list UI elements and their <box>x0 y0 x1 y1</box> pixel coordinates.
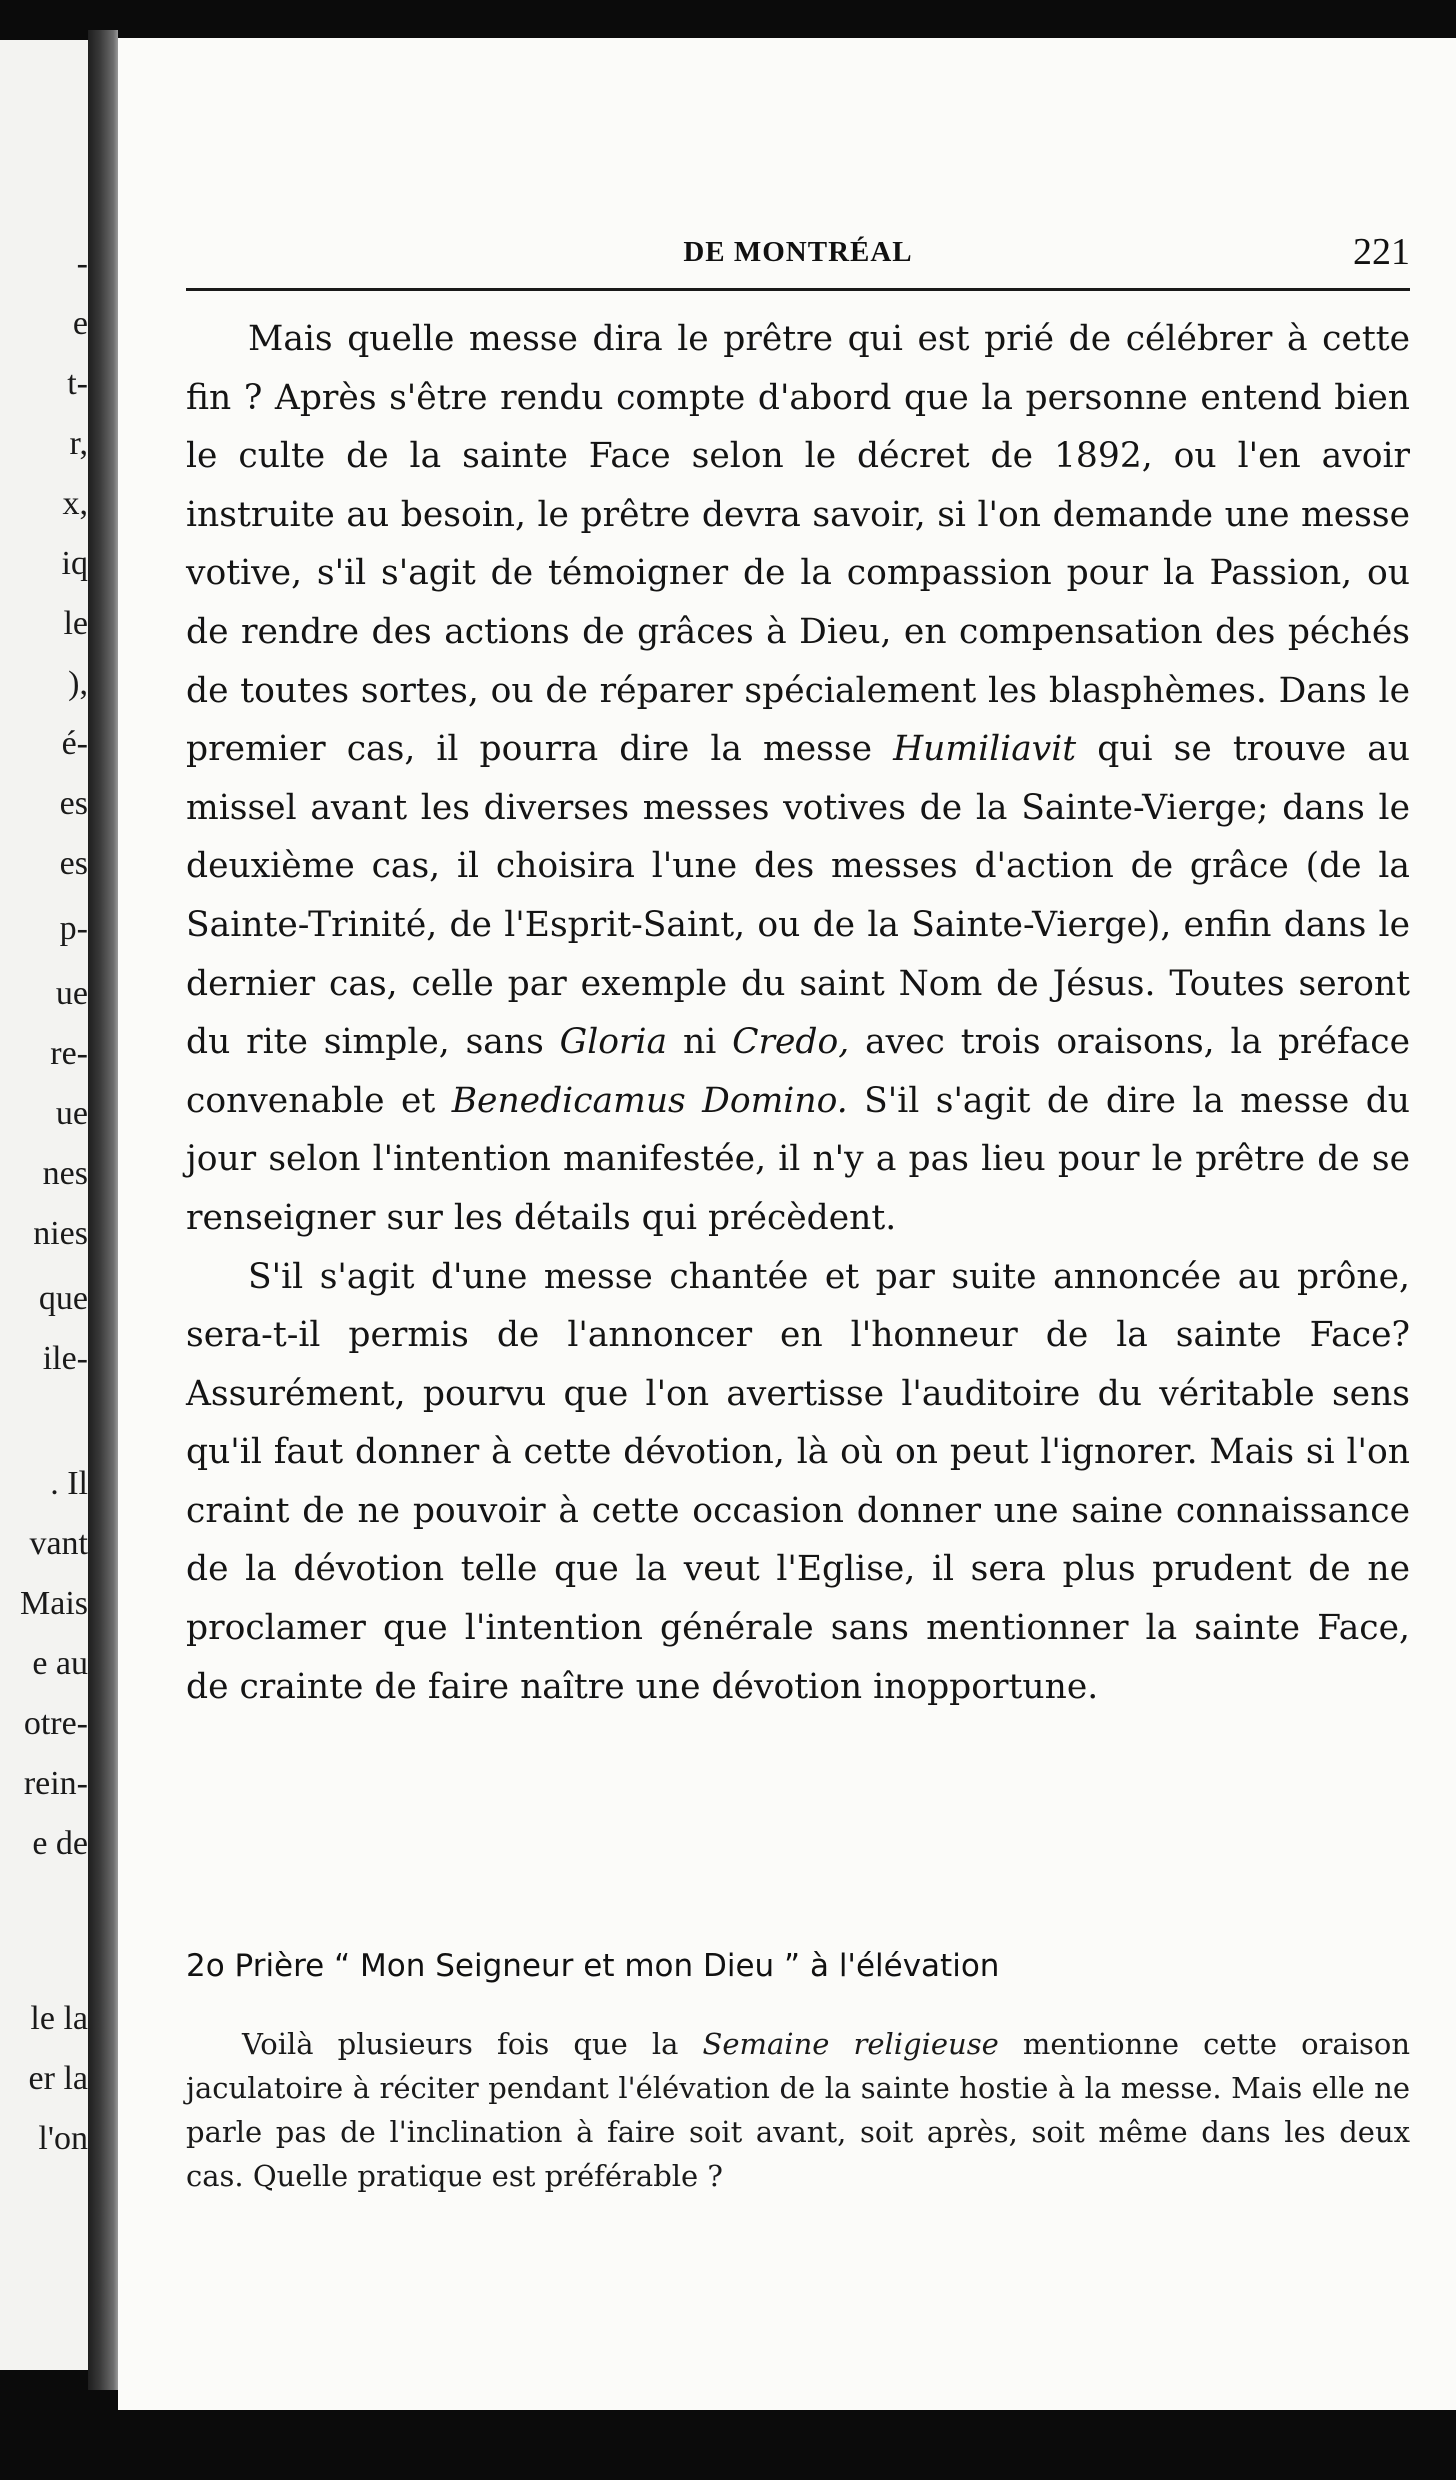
paragraph-1-text-b: qui se trouve au missel avant les diverses messes votives de la Sainte-Vierge; dans le deuxième cas, il choisira l'une des messes d'action de grâce (de la Sainte-Trinité, de l'Esprit-Saint, ou de la Sainte-Vierge), enfin dans le dernier cas, celle par exemple du saint Nom de Jésus. Toutes seront du rite simple, sans <box>186 729 1411 1063</box>
paragraph-1-text-c: ni <box>667 1022 733 1063</box>
left-page-fragment: nies <box>33 1215 88 1252</box>
left-page-fragment: iq <box>61 545 88 582</box>
scan-bottom-edge <box>0 2410 1456 2480</box>
left-page-fragment: vant <box>29 1525 88 1562</box>
book-gutter <box>88 30 118 2390</box>
paragraph-1-text-e: S'il s'agit de dire la messe du jour selon l'intention manifestée, il n'y a pas lieu pour le prêtre de se renseigner sur les détails qui précèdent. <box>186 1080 1410 1238</box>
paragraph-1-text-d: avec trois oraisons, la préface convenable et <box>186 1022 1411 1121</box>
left-page-fragment: e <box>72 305 88 342</box>
left-page-fragment: le <box>63 605 88 642</box>
left-page-fragment: es <box>59 845 88 882</box>
section-text <box>186 2022 1410 2198</box>
left-facing-page <box>0 40 88 2370</box>
left-page-fragment: l'on <box>38 2120 88 2157</box>
paragraph-1-italic-humiliavit: Humiliavit <box>893 729 1077 770</box>
left-page-fragment: ue <box>55 975 88 1012</box>
running-header <box>186 216 1410 291</box>
left-page-fragment: er la <box>28 2060 88 2097</box>
left-page-fragment: . Il <box>50 1465 88 1502</box>
left-page-fragment: le la <box>30 2000 88 2037</box>
left-page-fragment: rein- <box>23 1765 88 1802</box>
right-page <box>118 38 1456 2410</box>
section-paragraph-text-b: mentionne cette oraison jaculatoire à réciter pendant l'élévation de la sainte hostie à la messe. Mais elle ne parle pas de l'inclination à faire soit avant, soit après, soit même dans les deux cas. Quelle pratique est préférable ? <box>186 2027 1410 2193</box>
paragraph-2: S'il s'agit d'une messe chantée et par suite annoncée au prône, sera-t-il permis de l'annoncer en l'honneur de la sainte Face? Assurément, pourvu que l'on avertisse l'auditoire du véritable sens qu'il faut donner à cette dévotion, là où on peut l'ignorer. Mais si l'on craint de ne pouvoir à cette occasion donner une saine connaissance de la dévotion telle que la veut l'Eglise, il sera plus prudent de ne proclamer que l'intention générale sans mentionner la sainte Face, de crainte de faire naître une dévotion inopportune. <box>186 1256 1410 1707</box>
section-paragraph-italic-semaine: Semaine religieuse <box>702 2027 999 2061</box>
left-page-fragment: que <box>38 1280 88 1317</box>
left-page-fragment: ile- <box>42 1340 88 1377</box>
left-page-fragment: ue <box>55 1095 88 1132</box>
left-page-fragment: otre- <box>23 1705 88 1742</box>
section-heading: 2o Prière “ Mon Seigneur et mon Dieu ” à l'élévation <box>186 1948 1000 1984</box>
left-page-fragment: ), <box>68 665 88 702</box>
left-page-fragment: x, <box>62 485 88 522</box>
left-page-fragment: Mais <box>20 1585 88 1622</box>
running-title: DE MONTRÉAL <box>683 236 913 268</box>
left-page-fragment: re- <box>50 1035 88 1072</box>
left-page-fragment: e de <box>32 1825 88 1862</box>
left-page-fragment: nes <box>42 1155 88 1192</box>
left-page-fragment: p- <box>59 910 88 947</box>
left-page-fragment: e au <box>32 1645 88 1682</box>
paragraph-1-italic-gloria: Gloria <box>559 1022 668 1063</box>
left-page-fragment: r, <box>69 425 88 462</box>
paragraph-1-text-a: Mais quelle messe dira le prêtre qui est prié de célébrer à cette fin ? Après s'être rendu compte d'abord que la personne entend bien le culte de la sainte Face selon le décret de 1892, ou l'en avoir instruite au besoin, le prêtre devra savoir, si l'on demande une messe votive, s'il s'agit de témoigner de la compassion pour la Passion, ou de rendre des actions de grâces à Dieu, en compensation des péchés de toutes sortes, ou de réparer spécialement les blasphèmes. Dans le premier cas, il pourra dire la messe <box>186 319 1410 770</box>
left-page-fragment: t- <box>67 365 88 402</box>
section-paragraph-text-a: Voilà plusieurs fois que la <box>242 2027 703 2061</box>
body-text <box>186 310 1410 1716</box>
paragraph-1-italic-credo: Credo, <box>732 1022 850 1063</box>
left-page-fragment: - <box>76 245 88 282</box>
page-number: 221 <box>1353 231 1410 273</box>
paragraph-1-italic-benedicamus: Benedicamus Domino. <box>451 1080 848 1121</box>
left-page-fragment: é- <box>61 725 88 762</box>
section-paragraph <box>186 2022 1410 2198</box>
paragraph-1 <box>186 310 1410 1248</box>
left-page-fragment: es <box>59 785 88 822</box>
